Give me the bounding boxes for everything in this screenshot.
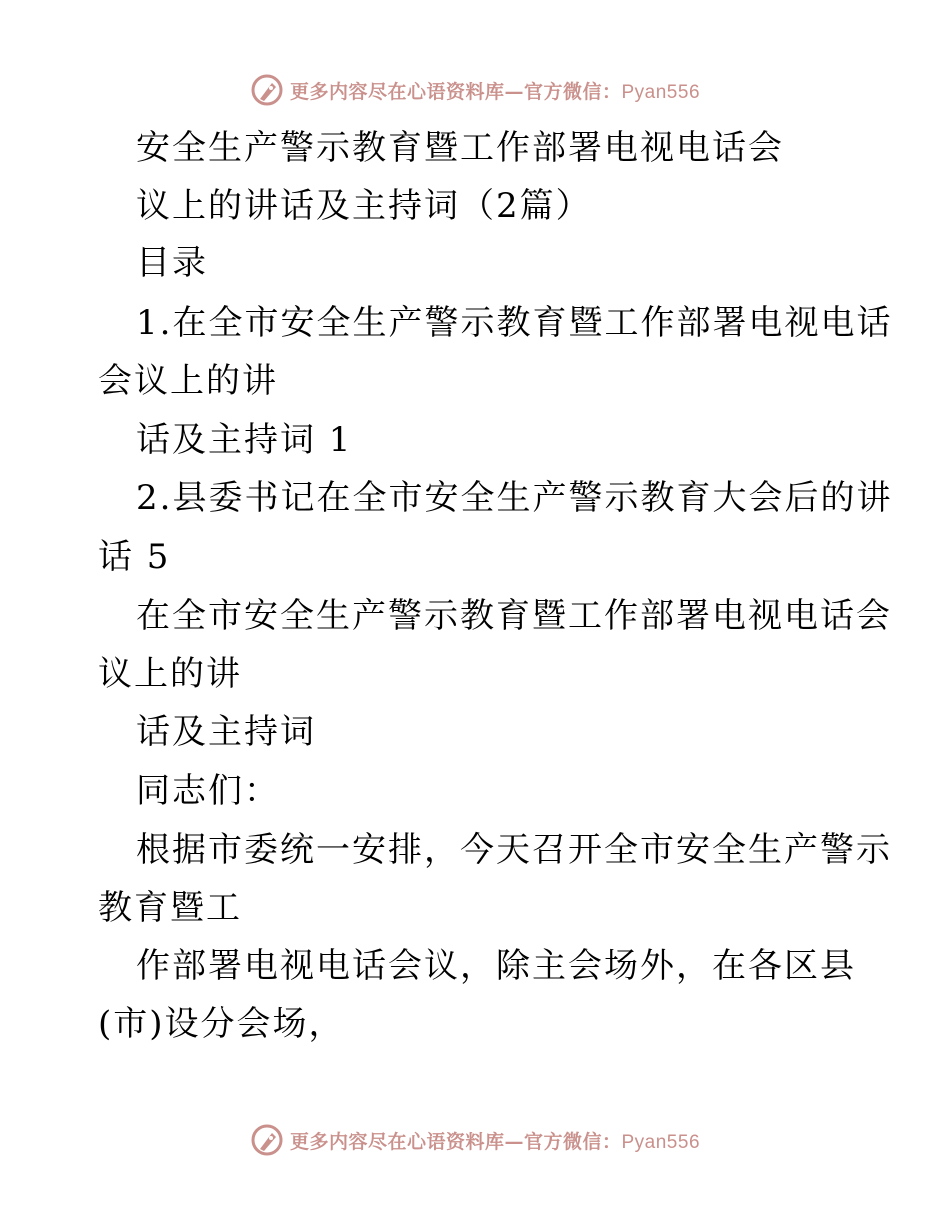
section-title-line-3: 话及主持词 <box>136 712 316 752</box>
section-title-line-2: 议上的讲 <box>98 654 242 694</box>
salutation: 同志们： <box>136 771 280 811</box>
fountain-pen-logo-icon <box>250 1123 284 1157</box>
watermark-handle: Pyan556 <box>621 1131 701 1153</box>
toc-item-2-line-2: 话 5 <box>98 537 171 577</box>
toc-item-1-line-2: 会议上的讲 <box>98 361 278 401</box>
doc-title-line-2: 议上的讲话及主持词（2篇） <box>136 186 592 226</box>
toc-heading: 目录 <box>136 243 208 283</box>
section-title-line-1: 在全市安全生产警示教育暨工作部署电视电话会 <box>136 596 892 636</box>
footer-watermark <box>0 1122 950 1158</box>
paragraph-line-3: 作部署电视电话会议，除主会场外，在各区县 <box>136 946 856 986</box>
paragraph-line-2: 教育暨工 <box>98 888 242 928</box>
toc-item-2-line-1: 2.县委书记在全市安全生产警示教育大会后的讲 <box>136 478 893 518</box>
watermark-text: 更多内容尽在心语资料库—官方微信：Pyan556 <box>289 1130 701 1153</box>
watermark-text: 更多内容尽在心语资料库—官方微信：Pyan556 <box>289 80 701 103</box>
doc-title-line-1: 安全生产警示教育暨工作部署电视电话会 <box>136 128 784 168</box>
toc-item-1-line-1: 1.在全市安全生产警示教育暨工作部署电视电话 <box>136 303 893 343</box>
paragraph-line-1: 根据市委统一安排，今天召开全市安全生产警示 <box>136 830 892 870</box>
paragraph-line-4: (市)设分会场， <box>98 1004 345 1044</box>
watermark-handle: Pyan556 <box>621 81 701 103</box>
toc-item-1-line-3: 话及主持词 1 <box>136 420 353 460</box>
